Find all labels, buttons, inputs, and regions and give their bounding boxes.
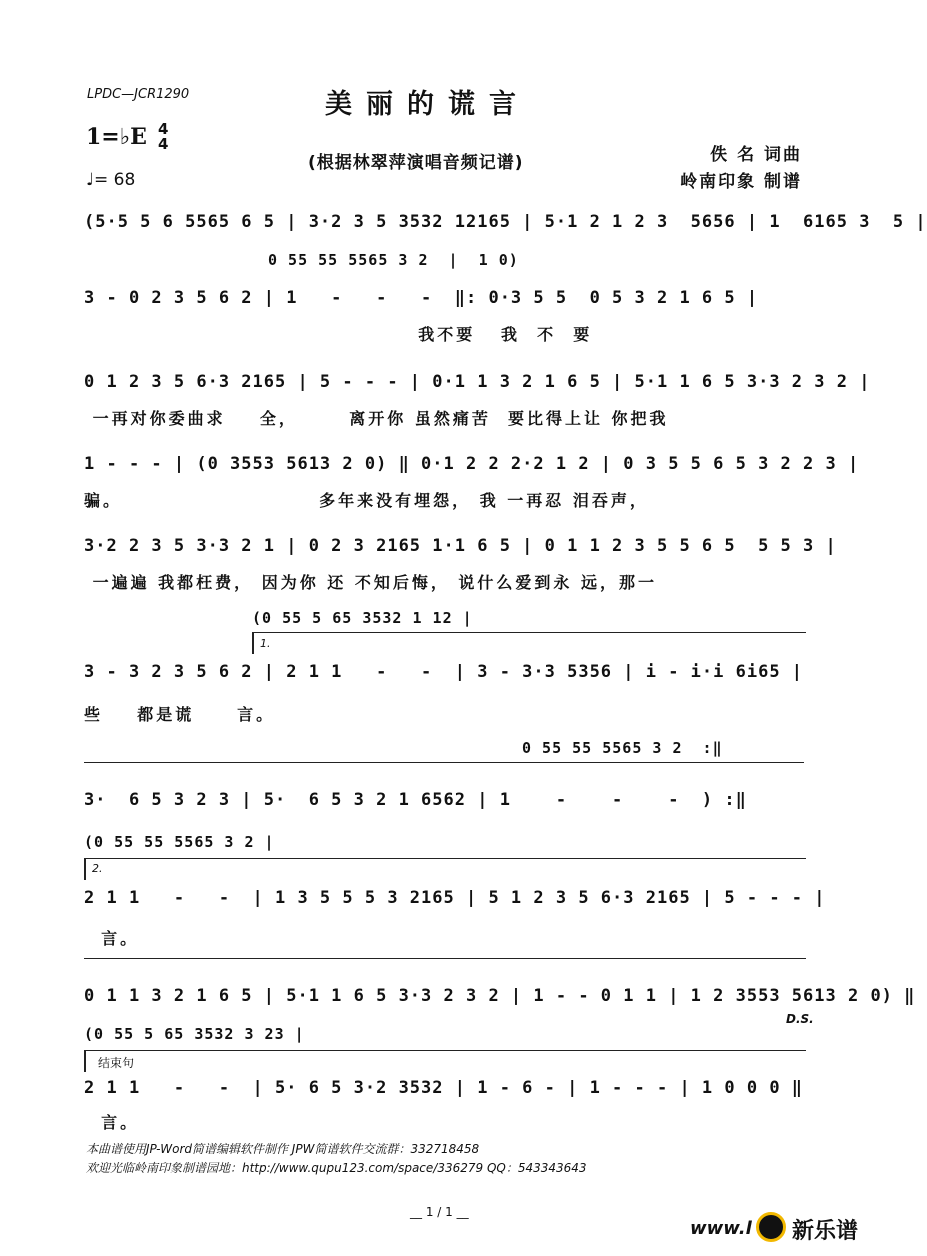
volta-1: 1. <box>260 637 271 650</box>
lyrics-row-8: 言。 <box>84 929 140 948</box>
subtitle: (根据林翠萍演唱音频记谱) <box>308 153 524 173</box>
time-signature <box>158 122 168 152</box>
score-row-8-accomp: (0 55 55 5565 3 2 | <box>84 833 275 851</box>
page-number: __ 1 / 1 __ <box>410 1205 469 1219</box>
score-row-1: (5·5 5 6 5565 6 5 | 3·2 3 5 3532 12165 | 5·1 2 1 2 3 5656 | 1 6165 3 5 | <box>84 212 927 232</box>
lyrics-row-10: 言。 <box>84 1113 140 1132</box>
score-row-1-accomp: 0 55 55 5565 3 2 | 1 0) <box>268 251 519 269</box>
score-row-3: 0 1 2 3 5 6·3 2165 | 5 - - - | 0·1 1 3 2 1 6 5 | 5·1 1 6 5 3·3 2 3 2 | <box>84 372 871 392</box>
score-row-2: 3 - 0 2 3 5 6 2 | 1 - - - ‖: 0·3 5 5 0 5 3 2 1 6 5 | <box>84 288 759 308</box>
vinyl-logo-icon <box>756 1212 786 1242</box>
score-row-10-accomp: (0 55 5 65 3532 3 23 | <box>84 1025 305 1043</box>
score-code: LPDC—JCR1290 <box>87 87 190 102</box>
song-title: 美丽的谎言 <box>325 89 530 120</box>
score-row-4: 1 - - - | (0 3553 5613 2 0) ‖ 0·1 2 2 2·2 1 2 | 0 3 5 5 6 5 3 2 2 3 | <box>84 454 860 474</box>
meter-bottom: 4 <box>158 135 169 153</box>
score-row-7: 3· 6 5 3 2 3 | 5· 6 5 3 2 1 6562 | 1 - - - ) :‖ <box>84 790 747 810</box>
footer-website-note: 欢迎光临岭南印象制谱园地：http://www.qupu123.com/space/336279 QQ：543343643 <box>86 1161 587 1175</box>
credit-notation: 岭南印象 制谱 <box>680 172 802 192</box>
coda-label: 结束句 <box>98 1056 135 1070</box>
watermark-url: www.l <box>690 1218 752 1239</box>
key-signature: 1=♭E <box>86 124 147 150</box>
footer-software-note: 本曲谱使用JP-Word简谱编辑软件制作 JPW简谱软件交流群：332718458 <box>86 1142 480 1156</box>
meter-top: 4 <box>158 120 169 138</box>
score-row-8: 2 1 1 - - | 1 3 5 5 5 3 2165 | 5 1 2 3 5 6·3 2165 | 5 - - - | <box>84 888 826 908</box>
score-row-6: 3 - 3 2 3 5 6 2 | 2 1 1 - - | 3 - 3·3 5356 | i - i·i 6i65 | <box>84 662 804 682</box>
watermark-brand: 新乐谱 <box>792 1219 859 1244</box>
score-row-6-accomp: (0 55 5 65 3532 1 12 | <box>252 609 473 627</box>
volta-2: 2. <box>92 862 103 875</box>
lyrics-row-2: 我不要 我 不 要 <box>84 325 593 344</box>
score-row-7-accomp: 0 55 55 5565 3 2 :‖ <box>522 739 723 757</box>
dal-segno: D.S. <box>786 1012 814 1026</box>
lyrics-row-3: 一再对你委曲求 全， 离开你 虽然痛苦 要比得上让 你把我 <box>84 409 669 428</box>
score-row-10: 2 1 1 - - | 5· 6 5 3·2 3532 | 1 - 6 - | 1 - - - | 1 0 0 0 ‖ <box>84 1078 804 1098</box>
score-row-9: 0 1 1 3 2 1 6 5 | 5·1 1 6 5 3·3 2 3 2 | 1 - - 0 1 1 | 1 2 3553 5613 2 0) ‖ <box>84 986 916 1006</box>
lyrics-row-6: 些 都是谎 言。 <box>84 705 276 724</box>
lyrics-row-5: 一遍遍 我都枉费， 因为你 还 不知后悔， 说什么爱到永 远，那一 <box>84 573 657 592</box>
tempo-marking: ♩= 68 <box>86 170 136 190</box>
score-row-5: 3·2 2 3 5 3·3 2 1 | 0 2 3 2165 1·1 6 5 | 0 1 1 2 3 5 5 6 5 5 5 3 | <box>84 536 837 556</box>
lyrics-row-4: 骗。 多年来没有埋怨， 我 一再忍 泪吞声， <box>84 491 649 510</box>
credit-lyrics-music: 佚 名 词曲 <box>710 145 802 165</box>
